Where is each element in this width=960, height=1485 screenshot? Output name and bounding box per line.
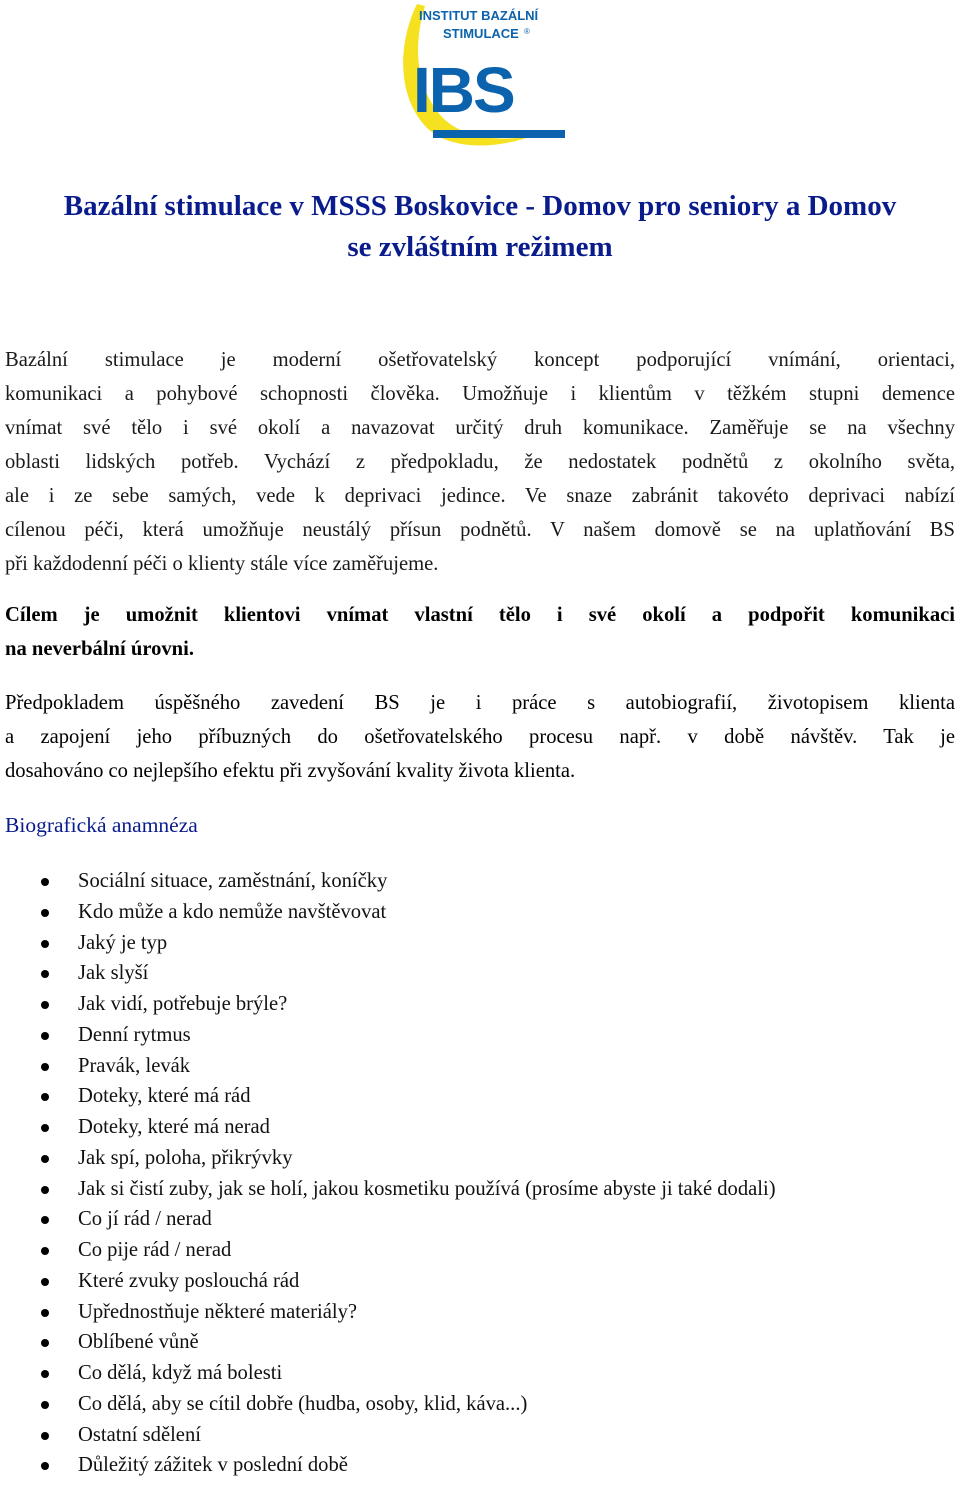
list-item	[0, 1420, 776, 1451]
paragraph-line: dosahováno co nejlepšího efektu při zvyšování kvality života klienta.	[5, 760, 576, 782]
bullet-icon	[41, 1186, 49, 1194]
section-heading: Biografická anamnéza	[5, 813, 198, 837]
logo-letters: IBS	[413, 54, 514, 126]
list-item	[0, 1143, 776, 1174]
list-item-text: Pravák, levák	[78, 1054, 191, 1077]
bullet-icon	[41, 1247, 49, 1255]
list-item	[0, 1020, 776, 1051]
paragraph-line: oblasti lidských potřeb. Vychází z předpokladu, že nedostatek podnětů z okolního světa,	[5, 451, 955, 473]
list-item-text: Jak vidí, potřebuje brýle?	[78, 993, 288, 1015]
list-item-text: Doteky, které má nerad	[78, 1116, 270, 1138]
list-item	[0, 866, 776, 897]
list-item	[0, 989, 776, 1020]
bullet-icon	[41, 1401, 49, 1409]
list-item	[0, 1081, 776, 1112]
bullet-icon	[41, 1216, 49, 1224]
list-item	[0, 1112, 776, 1143]
list-item	[0, 1297, 776, 1328]
bullet-icon	[41, 1155, 49, 1163]
paragraph-line: a zapojení jeho příbuzných do ošetřovatelského procesu např. v době návštěv. Tak je	[5, 726, 955, 748]
title-line: Bazální stimulace v MSSS Boskovice - Domov pro seniory a Domov	[63, 190, 897, 222]
logo-text-line1: INSTITUT BAZÁLNÍ	[419, 8, 539, 23]
logo-bar	[433, 130, 565, 138]
bullet-icon	[41, 970, 49, 978]
bullet-icon	[41, 1124, 49, 1132]
list-item-text: Doteky, které má rád	[78, 1085, 251, 1108]
list-item-text: Oblíbené vůně	[78, 1331, 199, 1354]
bullet-icon	[41, 1063, 49, 1071]
document-title	[0, 186, 960, 268]
list-item	[0, 1389, 776, 1420]
paragraph-line: ale i ze sebe samých, vede k deprivaci jedince. Ve snaze zabránit takovéto deprivaci nabízí	[5, 485, 955, 507]
list-item	[0, 1327, 776, 1358]
paragraph-line: Předpokladem úspěšného zavedení BS je i práce s autobiografií, životopisem klienta	[5, 692, 955, 714]
intro-paragraph	[5, 343, 955, 581]
list-item-text: Co dělá, když má bolesti	[78, 1362, 283, 1384]
paragraph-line: komunikaci a pohybové schopnosti člověka. Umožňuje i klientům v těžkém stupni demence	[5, 383, 955, 405]
list-item-text: Kdo může a kdo nemůže navštěvovat	[78, 900, 387, 923]
bullet-icon	[41, 1432, 49, 1440]
paragraph-line: Bazální stimulace je moderní ošetřovatelský koncept podporující vnímání, orientaci,	[5, 349, 955, 371]
bullet-icon	[41, 1309, 49, 1317]
list-item-text: Jak spí, poloha, přikrývky	[78, 1146, 293, 1169]
list-item-text: Sociální situace, zaměstnání, koníčky	[78, 870, 388, 892]
ibs-logo-graphic	[395, 0, 570, 148]
bullet-icon	[41, 1339, 49, 1347]
list-item-text: Upřednostňuje některé materiály?	[78, 1300, 358, 1323]
list-item-text: Co jí rád / nerad	[78, 1208, 212, 1231]
paragraph-line: Cílem je umožnit klientovi vnímat vlastní tělo i své okolí a podpořit komunikaci	[5, 604, 955, 626]
goal-paragraph	[5, 598, 955, 666]
logo-registered-mark: ®	[524, 27, 530, 36]
title-line: se zvláštním režimem	[347, 231, 613, 263]
list-item-text: Co dělá, aby se cítil dobře (hudba, osoby, klid, káva...)	[78, 1392, 528, 1415]
list-item-text: Co pije rád / nerad	[78, 1239, 232, 1261]
list-item	[0, 1235, 776, 1266]
list-item	[0, 1266, 776, 1297]
bullet-icon	[41, 909, 49, 917]
list-item	[0, 1450, 776, 1481]
bullet-icon	[41, 1001, 49, 1009]
list-item	[0, 1051, 776, 1082]
list-item	[0, 958, 776, 989]
list-item-text: Denní rytmus	[78, 1023, 191, 1046]
list-item-text: Které zvuky poslouchá rád	[78, 1269, 300, 1292]
bullet-icon	[41, 1093, 49, 1101]
paragraph-line: při každodenní péči o klienty stále více zaměřujeme.	[5, 553, 439, 575]
list-item	[0, 897, 776, 928]
list-item	[0, 1174, 776, 1205]
paragraph-line: cílenou péči, která umožňuje neustálý přísun podnětů. V našem domově se na uplatňování BS	[5, 519, 955, 541]
list-item	[0, 1358, 776, 1389]
list-item-text: Jak si čistí zuby, jak se holí, jakou kosmetiku používá (prosíme abyste ji také dodali)	[78, 1177, 776, 1200]
list-item-text: Jak slyší	[78, 962, 149, 985]
list-item-text: Jaký je typ	[78, 931, 168, 954]
list-item	[0, 928, 776, 959]
bullet-icon	[41, 940, 49, 948]
ibs-logo	[395, 0, 570, 148]
list-item	[0, 1204, 776, 1235]
bullet-icon	[41, 878, 49, 886]
anamnesis-list	[0, 866, 776, 1481]
bullet-icon	[41, 1032, 49, 1040]
paragraph-line: vnímat své tělo i své okolí a navazovat určitý druh komunikace. Zaměřuje se na všechny	[5, 417, 955, 439]
list-item-text: Důležitý zážitek v poslední době	[78, 1454, 348, 1477]
bullet-icon	[41, 1462, 49, 1470]
list-item-text: Ostatní sdělení	[78, 1423, 201, 1446]
paragraph-line: na neverbální úrovni.	[5, 638, 195, 660]
logo-text-line2: STIMULACE	[443, 26, 519, 41]
premise-paragraph	[5, 686, 955, 788]
bullet-icon	[41, 1370, 49, 1378]
bullet-icon	[41, 1278, 49, 1286]
